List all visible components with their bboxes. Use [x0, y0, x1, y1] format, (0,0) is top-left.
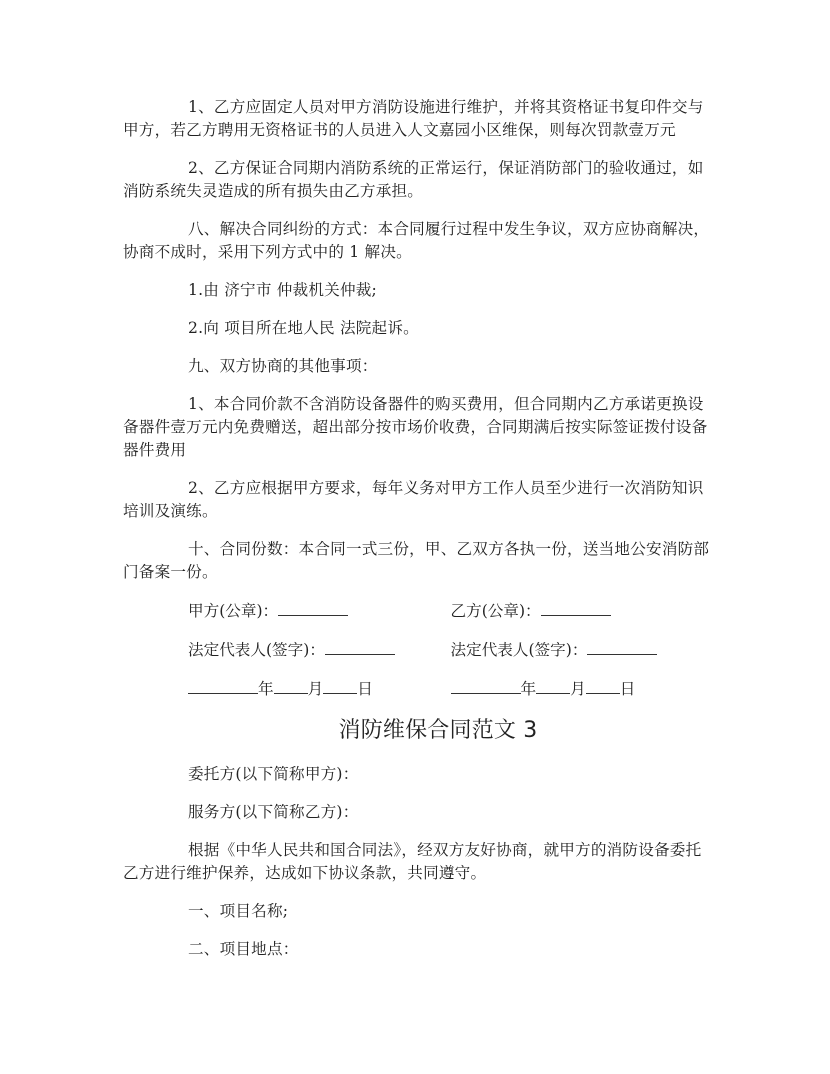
section-title: 消防维保合同范文 3 — [338, 718, 538, 743]
month-label: 月 — [570, 680, 586, 698]
clause-paragraph: 2.向 项目所在地人民 法院起诉。 — [188, 319, 419, 337]
party-a-seal-blank — [278, 599, 348, 616]
party-b-seal-blank — [541, 599, 611, 616]
party-b-legal-rep-label: 法定代表人(签字)： — [450, 641, 588, 659]
clause-paragraph: 委托方(以下简称甲方)： — [188, 765, 359, 783]
clause-paragraph: 二、项目地点： — [188, 940, 299, 958]
month-label: 月 — [307, 680, 324, 698]
clause-paragraph: 九、双方协商的其他事项： — [188, 357, 378, 375]
party-b-seal-label: 乙方(公章)： — [450, 602, 541, 620]
clause-paragraph: 一、项目名称; — [188, 902, 289, 920]
clause-paragraph: 十、合同份数：本合同一式三份，甲、乙双方各执一份，送当地公安消防部门备案一份。 — [123, 540, 710, 581]
day-blank — [586, 677, 620, 694]
year-label: 年 — [520, 680, 537, 698]
clause-paragraph: 八、解决合同纠纷的方式：本合同履行过程中发生争议，双方应协商解决，协商不成时，采用下列方式中的 1 解决。 — [123, 220, 710, 261]
party-a-seal-label: 甲方(公章)： — [188, 602, 279, 620]
document-page — [123, 96, 713, 976]
year-blank — [188, 677, 258, 694]
month-blank — [274, 677, 308, 694]
signature-row-legal-rep — [188, 638, 713, 662]
party-b-legal-rep-blank — [587, 638, 657, 655]
signature-row-seal — [188, 599, 713, 623]
day-blank — [323, 677, 357, 694]
party-a-legal-rep-blank — [325, 638, 395, 655]
clause-paragraph: 1、本合同价款不含消防设备器件的购买费用，但合同期内乙方承诺更换设备器件壹万元内免费赠送，超出部分按市场价收费，合同期满后按实际签证拨付设备器件费用 — [123, 395, 708, 459]
clause-paragraph: 服务方(以下简称乙方)： — [188, 803, 359, 821]
day-label: 日 — [619, 680, 636, 698]
clause-paragraph: 2、乙方保证合同期内消防系统的正常运行，保证消防部门的验收通过，如消防系统失灵造成的所有损失由乙方承担。 — [123, 159, 704, 200]
year-label: 年 — [258, 680, 274, 698]
day-label: 日 — [357, 680, 373, 698]
month-blank — [536, 677, 570, 694]
clause-paragraph: 1.由 济宁市 仲裁机关仲裁; — [188, 281, 377, 299]
clause-paragraph: 1、乙方应固定人员对甲方消防设施进行维护，并将其资格证书复印件交与甲方，若乙方聘用无资格证书的人员进入人文嘉园小区维保，则每次罚款壹万元 — [123, 98, 704, 139]
year-blank — [451, 677, 521, 694]
party-a-legal-rep-label: 法定代表人(签字)： — [188, 641, 325, 659]
signature-row-date — [188, 677, 713, 701]
clause-paragraph: 2、乙方应根据甲方要求，每年义务对甲方工作人员至少进行一次消防知识培训及演练。 — [123, 479, 704, 520]
clause-paragraph: 根据《中华人民共和国合同法》，经双方友好协商，就甲方的消防设备委托乙方进行维护保养，达成如下协议条款，共同遵守。 — [123, 841, 702, 882]
